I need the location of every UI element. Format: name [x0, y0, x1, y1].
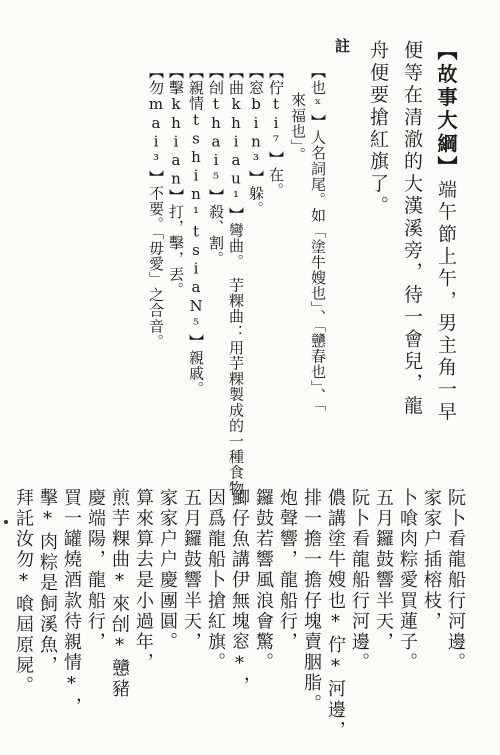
note-item-1: [310, 64, 325, 411]
notes-header-text: 註: [333, 38, 351, 53]
note-item-1-cont-text: 來福也」。: [289, 92, 307, 163]
lyric-line-1: [446, 488, 464, 673]
lyric-line-3: [398, 488, 416, 673]
note-item-8-text: 【勿mai³】不要。「毋愛」之合音。: [147, 64, 165, 350]
note-item-4: [228, 64, 243, 511]
lyric-text-7: 排一擔一擔仔塊賣胭脂。: [301, 488, 322, 715]
summary-line-2: [402, 40, 421, 417]
lyric-text-9: 鑼鼓若響風浪會驚。: [253, 488, 274, 674]
summary-line-3: [368, 40, 387, 218]
lyric-text-19: 拜託汝勿*喰屆原屍。: [13, 488, 34, 697]
summary-title: 【故事大綱】: [434, 40, 458, 180]
note-item-1-text: 【也ˣ】人名詞尾。如「塗牛嫂也」、「戇春也」、「: [309, 64, 327, 412]
lyric-line-5: [350, 488, 368, 673]
note-item-6: [188, 64, 203, 396]
lyric-text-18: 擊*肉粽是飼溪魚，: [37, 488, 58, 677]
lyric-text-4: 五月鑼鼓響半天，: [373, 488, 394, 653]
summary-line-1: [436, 40, 456, 423]
lyric-text-14: 算來算去是小過年，: [133, 488, 154, 674]
lyric-line-9: [254, 488, 272, 673]
lyric-line-16: [86, 488, 104, 653]
lyric-line-12: [182, 488, 200, 653]
lyric-line-11: [206, 488, 224, 673]
summary-line-3-text: 舟便要搶紅旗了。: [367, 40, 389, 218]
note-item-3: [248, 64, 263, 216]
lyric-line-14: [134, 488, 152, 673]
note-item-5: [208, 64, 223, 266]
note-item-2: [268, 64, 283, 198]
note-item-7-text: 【擊khian】打，擊，丟。: [167, 64, 185, 298]
lyric-text-17: 買一罐燒酒款待親情*，: [61, 488, 82, 718]
margin-dot: [4, 520, 8, 524]
lyric-text-6: 儂講塗牛嫂也*佇*河邊，: [325, 488, 346, 742]
lyric-line-15: [110, 488, 128, 700]
lyric-text-3: 卜喰肉粽愛買蓮子。: [397, 488, 418, 674]
lyric-line-13: [158, 488, 176, 653]
lyric-line-4: [374, 488, 392, 653]
lyric-text-5: 阮卜看龍船行河邊。: [349, 488, 370, 674]
notes-header: [334, 38, 349, 53]
lyric-text-13: 家家户户慶團圓。: [157, 488, 178, 653]
lyric-line-2: [422, 488, 440, 632]
note-item-7: [168, 64, 183, 297]
lyric-text-1: 阮卜看龍船行河邊。: [445, 488, 466, 674]
note-item-3-text: 【窓bin³】躲。: [247, 64, 265, 217]
lyric-text-11: 因爲龍船卜搶紅旗。: [205, 488, 226, 674]
note-item-4-text: 【曲khiau¹】彎曲。 芋粿曲：用芋粿製成的一種食物。: [227, 64, 245, 512]
lyric-line-6: [326, 488, 344, 741]
lyric-line-18: [38, 488, 56, 676]
lyric-text-8: 炮聲響，龍船行，: [277, 488, 298, 653]
lyric-line-7: [302, 488, 320, 715]
lyric-line-10: [230, 488, 248, 697]
lyric-text-16: 慶端陽，龍船行，: [85, 488, 106, 653]
note-item-2-text: 【佇ti⁷】在。: [267, 64, 285, 198]
lyric-text-10: 鯽仔魚講伊無塊窓*，: [229, 488, 250, 697]
lyric-line-19: [14, 488, 32, 697]
lyric-text-15: 煎芋粿曲*來刣*戇豬: [109, 488, 130, 700]
note-item-5-text: 【刣thai⁵】殺、割。: [207, 64, 225, 267]
lyric-line-17: [62, 488, 80, 718]
summary-line-1-text: 端午節上午，男主角一早: [435, 179, 457, 424]
note-item-8: [148, 64, 163, 349]
note-item-1-cont: [290, 92, 305, 163]
lyric-text-12: 五月鑼鼓響半天，: [181, 488, 202, 653]
summary-line-2-text: 便等在清澈的大漢溪旁，待一會兒，龍: [401, 40, 423, 418]
lyric-text-2: 家家户插榕枝，: [421, 488, 442, 633]
lyric-line-8: [278, 488, 296, 653]
note-item-6-text: 【親情tshin¹tsiaN⁵】親戚。: [187, 64, 205, 397]
